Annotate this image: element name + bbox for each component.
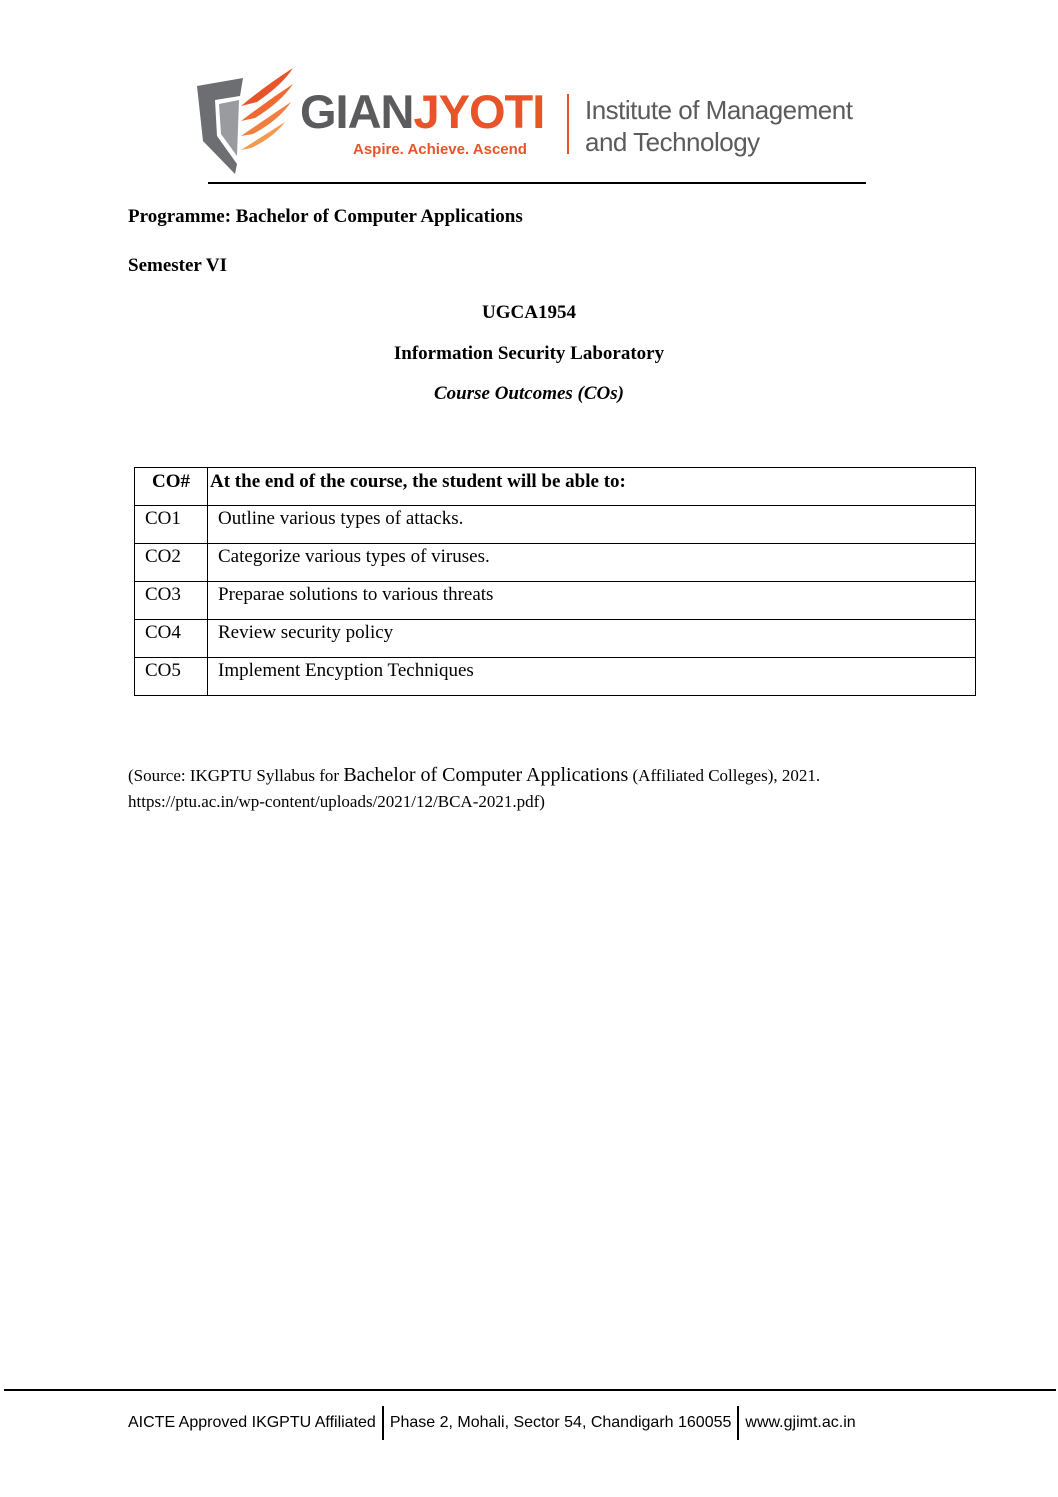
footer-website[interactable]: www.gjimt.ac.in [745,1414,856,1431]
table-row [135,506,976,544]
footer-separator [737,1406,739,1440]
table-header-row [135,468,976,506]
institute-logo [195,66,865,176]
table-row [135,658,976,696]
co-description: Preparae solutions to various threats [208,582,976,620]
source-suffix: (Affiliated Colleges), 2021. [628,766,821,785]
source-program: Bachelor of Computer Applications [343,764,629,786]
page-footer [128,1406,856,1440]
source-url[interactable]: https://ptu.ac.in/wp-content/uploads/2021/12/BCA-2021.pdf) [128,792,545,811]
source-prefix: (Source: IKGPTU Syllabus for [128,766,344,785]
co-description: Categorize various types of viruses. [208,544,976,582]
institute-name [585,94,852,158]
logo-wordmark: GIANJYOTI [300,85,545,138]
shield-logo-icon [195,66,295,176]
column-header-description: At the end of the course, the student will be able to: [208,468,976,506]
footer-accreditation: AICTE Approved IKGPTU Affiliated [128,1414,376,1431]
institute-name-line2: and Technology [585,127,760,157]
institute-name-line1: Institute of Management [585,95,853,125]
logo-divider [567,94,569,154]
co-number: CO5 [135,658,208,696]
course-title: Information Security Laboratory [393,343,665,364]
footer-divider [4,1389,1056,1391]
logo-tagline: Aspire. Achieve. Ascend [353,141,527,158]
outcomes-heading: Course Outcomes (COs) [433,383,624,404]
header-divider [208,182,866,184]
semester-label: Semester VI [128,255,228,276]
table-row [135,582,976,620]
co-number: CO1 [135,506,208,544]
programme-title: Programme: Bachelor of Computer Applications [128,206,523,227]
footer-separator [382,1406,384,1440]
co-description: Outline various types of attacks. [208,506,976,544]
co-number: CO3 [135,582,208,620]
footer-address: Phase 2, Mohali, Sector 54, Chandigarh 160055 [389,1414,732,1431]
source-citation [128,762,938,815]
co-number: CO4 [135,620,208,658]
table-row [135,544,976,582]
co-number: CO2 [135,544,208,582]
table-row [135,620,976,658]
co-description: Review security policy [208,620,976,658]
course-code: UGCA1954 [482,302,576,323]
column-header-co: CO# [135,468,208,506]
course-outcomes-table [134,467,976,696]
co-description: Implement Encyption Techniques [208,658,976,696]
